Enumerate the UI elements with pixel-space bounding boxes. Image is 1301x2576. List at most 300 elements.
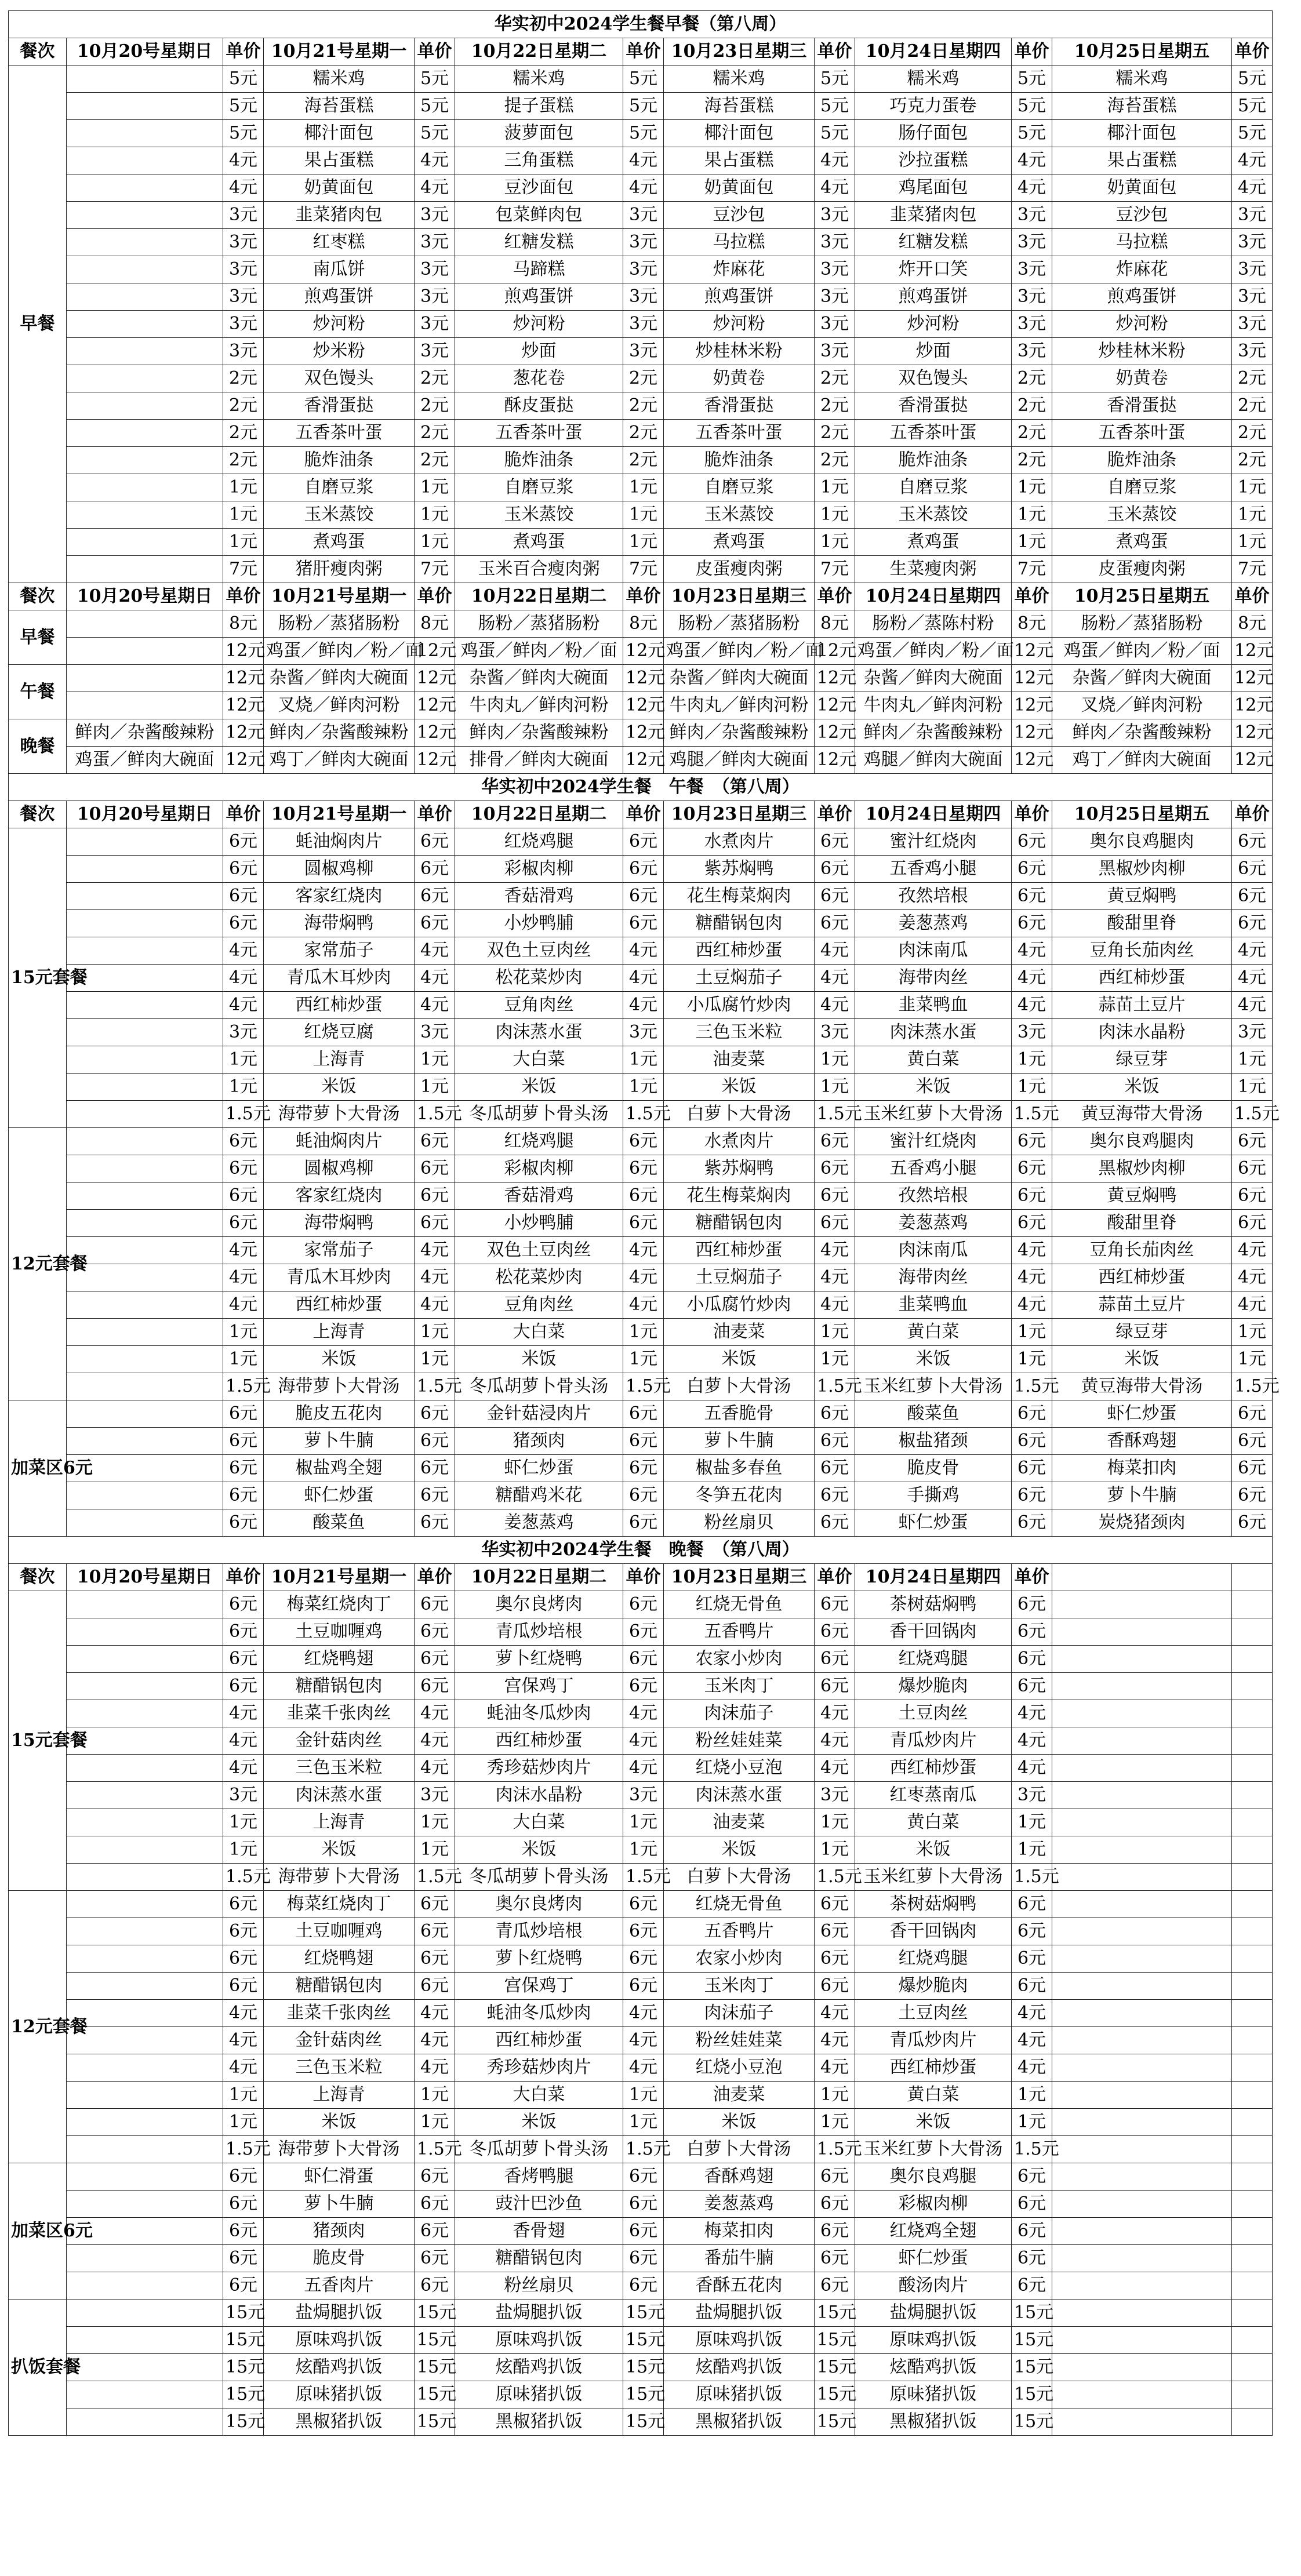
price-cell: 12元 [223,638,264,665]
dish-cell: 马拉糕 [1052,229,1232,256]
dish-cell: 豆角肉丝 [455,992,623,1019]
dish-cell: 粉丝扇贝 [664,1509,815,1537]
table-row [9,2354,1273,2381]
dish-cell: 原味猪扒饭 [664,2381,815,2408]
price-cell: 1元 [623,1346,664,1373]
dish-cell [67,610,223,638]
price-cell: 6元 [623,2272,664,2300]
dish-cell: 炸开口笑 [855,256,1012,283]
table-row [9,1183,1273,1210]
dish-cell: 虾仁炒蛋 [264,1482,415,1509]
dish-cell: 虾仁炒蛋 [1052,1400,1232,1428]
dish-cell [67,2381,223,2408]
day-column-header: 10月21号星期一 [264,1564,415,1591]
dish-cell: 香干回锅肉 [855,1618,1012,1646]
price-cell: 6元 [1232,1155,1273,1183]
dish-cell [67,1155,223,1183]
price-cell: 4元 [223,2054,264,2082]
dish-cell: 手撕鸡 [855,1482,1012,1509]
dish-cell: 蜜汁红烧肉 [855,828,1012,856]
dish-cell: 皮蛋瘦肉粥 [1052,556,1232,583]
price-cell: 5元 [223,120,264,147]
dish-cell [67,556,223,583]
price-cell: 1元 [815,1346,855,1373]
dish-cell: 黄白菜 [855,1046,1012,1074]
table-row [9,2136,1273,2163]
dish-cell: 糯米鸡 [855,66,1012,93]
price-cell: 5元 [815,120,855,147]
price-cell: 6元 [1012,1183,1052,1210]
dish-cell: 萝卜红烧鸭 [455,1646,623,1673]
dish-cell: 黑椒猪扒饭 [855,2408,1012,2436]
price-cell: 1元 [1012,1074,1052,1101]
price-cell: 15元 [815,2327,855,2354]
dish-cell: 糖醋锅包肉 [264,1973,415,2000]
price-cell: 6元 [415,1591,455,1618]
table-row [9,2054,1273,2082]
price-cell: 1.5元 [1232,1373,1273,1400]
dish-cell: 花生梅菜焖肉 [664,883,815,910]
dish-cell [1052,2300,1232,2327]
price-cell: 6元 [223,2218,264,2245]
day-column-header: 10月21号星期一 [264,583,415,610]
price-cell: 3元 [1232,202,1273,229]
table-row [9,1346,1273,1373]
price-cell: 3元 [1012,1782,1052,1809]
price-cell: 4元 [1012,174,1052,202]
dish-cell: 粉丝娃娃菜 [664,1727,815,1755]
price-cell [1232,1891,1273,1918]
price-cell: 4元 [1232,992,1273,1019]
price-cell: 3元 [223,1019,264,1046]
price-cell: 6元 [1012,1918,1052,1945]
table-row [9,1809,1273,1836]
dish-cell: 海带肉丝 [855,965,1012,992]
dish-cell: 炒河粉 [455,311,623,338]
price-cell: 5元 [623,66,664,93]
dish-cell [1052,1727,1232,1755]
dish-cell: 玉米蒸饺 [264,501,415,529]
price-cell: 4元 [623,965,664,992]
dish-cell: 梅菜红烧肉丁 [264,1891,415,1918]
price-cell: 6元 [415,1646,455,1673]
price-cell: 4元 [223,2027,264,2054]
dish-cell [67,1373,223,1400]
dish-cell [67,365,223,392]
dish-cell [1052,1973,1232,2000]
price-cell: 6元 [623,1482,664,1509]
price-column-header: 单价 [223,583,264,610]
price-cell: 6元 [623,1183,664,1210]
dish-cell [1052,2272,1232,2300]
price-cell: 1元 [815,1319,855,1346]
price-cell: 1.5元 [815,2136,855,2163]
price-cell: 3元 [223,311,264,338]
day-column-header: 10月24日星期四 [855,38,1012,66]
dish-cell [1052,2082,1232,2109]
price-cell: 6元 [623,1509,664,1537]
dish-cell: 白萝卜大骨汤 [664,1864,815,1891]
price-cell: 3元 [223,338,264,365]
table-row [9,910,1273,937]
price-cell: 6元 [815,883,855,910]
price-cell: 4元 [1232,965,1273,992]
dish-cell: 米饭 [664,1836,815,1864]
price-cell [1232,1864,1273,1891]
dish-cell: 玉米肉丁 [664,1973,815,2000]
price-cell: 4元 [223,1700,264,1727]
price-cell: 4元 [223,1755,264,1782]
price-cell: 1元 [623,1319,664,1346]
dish-cell: 米饭 [264,1836,415,1864]
dish-cell: 南瓜饼 [264,256,415,283]
price-cell: 4元 [623,2027,664,2054]
table-row [9,1646,1273,1673]
table-row [9,1046,1273,1074]
table-row [9,992,1273,1019]
table-row [9,120,1273,147]
price-column-header: 单价 [623,801,664,828]
dish-cell: 三色玉米粒 [264,2054,415,2082]
price-cell: 6元 [623,2191,664,2218]
table-row [9,338,1273,365]
price-cell: 1元 [1012,2109,1052,2136]
price-cell: 1元 [223,1046,264,1074]
price-cell: 4元 [1232,174,1273,202]
dish-cell: 炒河粉 [664,311,815,338]
price-cell: 3元 [223,256,264,283]
price-cell: 4元 [815,2054,855,2082]
price-cell: 2元 [415,420,455,447]
dish-cell: 玉米蒸饺 [455,501,623,529]
price-cell: 5元 [623,120,664,147]
dish-cell: 圆椒鸡柳 [264,1155,415,1183]
price-cell: 4元 [415,1237,455,1264]
price-cell: 8元 [223,610,264,638]
dish-cell: 肉沫水晶粉 [1052,1019,1232,1046]
price-cell: 5元 [1012,93,1052,120]
dish-cell [1052,1618,1232,1646]
price-cell: 6元 [815,1973,855,2000]
price-cell: 5元 [415,120,455,147]
dish-cell: 米饭 [664,1074,815,1101]
price-cell: 15元 [815,2381,855,2408]
price-cell: 3元 [1012,311,1052,338]
day-column-header: 10月23日星期三 [664,801,815,828]
price-cell: 15元 [415,2354,455,2381]
dish-cell: 爆炒脆肉 [855,1673,1012,1700]
dish-cell: 玉米红萝卜大骨汤 [855,1101,1012,1128]
table-row [9,1591,1273,1618]
dish-cell: 煎鸡蛋饼 [855,283,1012,311]
dish-cell [67,1237,223,1264]
price-cell: 1元 [223,1074,264,1101]
dish-cell: 原味鸡扒饭 [855,2327,1012,2354]
price-cell: 6元 [1012,1891,1052,1918]
table-row [9,747,1273,774]
dish-cell: 豆沙包 [1052,202,1232,229]
dish-cell: 宫保鸡丁 [455,1673,623,1700]
price-cell: 12元 [623,692,664,719]
table-row [9,1509,1273,1537]
dish-cell: 肉沫茄子 [664,1700,815,1727]
price-cell: 5元 [223,93,264,120]
price-cell: 12元 [1012,719,1052,747]
price-cell: 6元 [815,1618,855,1646]
price-cell: 4元 [623,2054,664,2082]
dish-cell: 鲜肉／杂酱酸辣粉 [664,719,815,747]
price-cell: 12元 [1012,638,1052,665]
meal-column-header: 餐次 [9,1564,67,1591]
header-row [9,1564,1273,1591]
price-cell: 6元 [815,1128,855,1155]
day-column-header: 10月24日星期四 [855,1564,1012,1591]
dish-cell: 小瓜腐竹炒肉 [664,992,815,1019]
price-cell: 3元 [623,338,664,365]
day-column-header: 10月21号星期一 [264,38,415,66]
price-column-header: 单价 [1012,38,1052,66]
meal-period-label: 早餐 [9,66,67,583]
dish-cell [67,1400,223,1428]
dish-cell: 大白菜 [455,1046,623,1074]
price-cell: 6元 [1232,1400,1273,1428]
dish-cell: 小炒鸭脯 [455,910,623,937]
price-cell: 3元 [223,202,264,229]
price-cell: 6元 [1012,1155,1052,1183]
price-cell: 8元 [415,610,455,638]
dish-cell: 黑椒炒肉柳 [1052,1155,1232,1183]
price-cell [1232,2082,1273,2109]
dish-cell: 虾仁炒蛋 [855,2245,1012,2272]
dish-cell: 糖醋锅包肉 [455,2245,623,2272]
header-row [9,38,1273,66]
dish-cell: 五香茶叶蛋 [664,420,815,447]
price-cell: 4元 [415,2000,455,2027]
dish-cell: 豆角长茄肉丝 [1052,937,1232,965]
price-cell: 6元 [1012,1128,1052,1155]
price-cell: 6元 [415,2218,455,2245]
dish-cell: 糯米鸡 [664,66,815,93]
price-cell: 6元 [623,1918,664,1945]
dish-cell: 煎鸡蛋饼 [664,283,815,311]
dish-cell: 米饭 [264,1074,415,1101]
meal-period-label: 午餐 [9,665,67,719]
dish-cell: 韭菜猪肉包 [264,202,415,229]
dish-cell: 酸甜里脊 [1052,1210,1232,1237]
price-cell: 12元 [415,719,455,747]
price-cell: 15元 [623,2354,664,2381]
price-cell: 6元 [415,1891,455,1918]
dish-cell: 杂酱／鲜肉大碗面 [1052,665,1232,692]
dish-cell: 萝卜牛腩 [1052,1482,1232,1509]
price-cell: 2元 [815,392,855,420]
dish-cell: 自磨豆浆 [264,474,415,501]
dish-cell: 自磨豆浆 [855,474,1012,501]
dish-cell: 韭菜鸭血 [855,992,1012,1019]
dish-cell: 鸡蛋／鲜肉／粉／面 [455,638,623,665]
dish-cell: 糖醋锅包肉 [664,1210,815,1237]
dish-cell: 炸麻花 [1052,256,1232,283]
dish-cell [67,311,223,338]
dish-cell: 叉烧／鲜肉河粉 [264,692,415,719]
table-row [9,311,1273,338]
price-cell: 4元 [1012,1264,1052,1291]
price-cell: 6元 [623,1591,664,1618]
table-row [9,1727,1273,1755]
table-row [9,2163,1273,2191]
price-cell: 12元 [623,638,664,665]
dish-cell: 黄豆焖鸭 [1052,883,1232,910]
price-cell: 4元 [1232,1264,1273,1291]
dish-cell [67,692,223,719]
dish-cell: 黄豆海带大骨汤 [1052,1101,1232,1128]
price-cell: 1元 [815,1836,855,1864]
dish-cell: 五香茶叶蛋 [1052,420,1232,447]
table-row [9,1891,1273,1918]
price-cell: 6元 [415,2272,455,2300]
table-row [9,2027,1273,2054]
price-cell: 1.5元 [1012,1373,1052,1400]
dish-cell [67,2408,223,2436]
price-cell: 4元 [815,937,855,965]
price-cell: 1元 [1012,1319,1052,1346]
dish-cell: 椰汁面包 [264,120,415,147]
dish-cell: 韭菜鸭血 [855,1291,1012,1319]
price-cell: 4元 [223,992,264,1019]
menu-title: 华实初中2024学生餐早餐（第八周） [9,11,1273,38]
price-cell: 6元 [415,883,455,910]
dish-cell: 豆角肉丝 [455,1291,623,1319]
price-cell: 3元 [623,283,664,311]
price-cell: 6元 [1012,883,1052,910]
dish-cell [67,1128,223,1155]
price-cell: 5元 [1232,93,1273,120]
dish-cell: 排骨／鲜肉大碗面 [455,747,623,774]
meal-column-header: 餐次 [9,38,67,66]
dish-cell [1052,2408,1232,2436]
dish-cell [1052,1945,1232,1973]
dish-cell [1052,2354,1232,2381]
dish-cell: 鸡丁／鲜肉大碗面 [264,747,415,774]
table-row [9,2245,1273,2272]
price-cell: 6元 [415,1400,455,1428]
dish-cell [67,120,223,147]
price-cell: 4元 [415,992,455,1019]
dish-cell [67,474,223,501]
price-cell: 6元 [415,1428,455,1455]
dish-cell: 五香茶叶蛋 [264,420,415,447]
price-cell: 1元 [1012,2082,1052,2109]
price-cell: 4元 [1012,2000,1052,2027]
dish-cell [67,665,223,692]
price-cell: 4元 [623,937,664,965]
price-cell: 4元 [223,2000,264,2027]
price-cell: 3元 [1232,338,1273,365]
price-cell: 12元 [1232,747,1273,774]
price-cell: 4元 [1232,937,1273,965]
price-cell: 4元 [1012,1291,1052,1319]
price-cell: 6元 [1012,2191,1052,2218]
price-cell: 1元 [415,501,455,529]
dish-cell: 肠仔面包 [855,120,1012,147]
day-column-header: 10月25日星期五 [1052,583,1232,610]
dish-cell [67,529,223,556]
price-cell: 6元 [815,910,855,937]
dish-cell [1052,2245,1232,2272]
dish-cell: 酸汤肉片 [855,2272,1012,2300]
dish-cell: 红烧鸡腿 [855,1945,1012,1973]
price-cell: 6元 [1012,1428,1052,1455]
dish-cell [67,965,223,992]
dish-cell: 韭菜千张肉丝 [264,1700,415,1727]
price-cell: 1元 [1232,529,1273,556]
price-cell: 6元 [815,2191,855,2218]
dish-cell: 五香鸭片 [664,1618,815,1646]
dish-cell: 孜然培根 [855,883,1012,910]
dish-cell: 豆角长茄肉丝 [1052,1237,1232,1264]
price-cell: 6元 [223,1591,264,1618]
dish-cell: 奥尔良鸡腿肉 [1052,1128,1232,1155]
price-cell: 3元 [815,311,855,338]
dish-cell: 玉米红萝卜大骨汤 [855,2136,1012,2163]
price-cell: 6元 [223,1455,264,1482]
price-cell [1232,1618,1273,1646]
price-cell: 1元 [1012,1809,1052,1836]
dish-cell: 白萝卜大骨汤 [664,1101,815,1128]
price-cell: 6元 [1012,1210,1052,1237]
table-row [9,2218,1273,2245]
price-cell: 4元 [1012,965,1052,992]
table-row [9,1945,1273,1973]
price-column-header: 单价 [623,583,664,610]
price-cell: 6元 [223,1482,264,1509]
dish-cell: 玉米蒸饺 [1052,501,1232,529]
table-row [9,1482,1273,1509]
price-cell: 12元 [1012,692,1052,719]
price-cell: 1元 [815,474,855,501]
price-cell: 5元 [1012,66,1052,93]
dish-cell: 酸菜鱼 [855,1400,1012,1428]
price-cell: 8元 [1232,610,1273,638]
dish-cell: 黄白菜 [855,1809,1012,1836]
price-cell: 15元 [415,2327,455,2354]
price-cell: 12元 [223,665,264,692]
dish-cell: 梅菜扣肉 [664,2218,815,2245]
dish-cell: 西红柿炒蛋 [1052,1264,1232,1291]
dish-cell: 鸡尾面包 [855,174,1012,202]
table-row [9,1019,1273,1046]
dish-cell: 姜葱蒸鸡 [664,2191,815,2218]
price-cell: 6元 [623,1455,664,1482]
price-cell: 6元 [223,1891,264,1918]
price-cell: 15元 [623,2408,664,2436]
dish-cell: 红烧鸡腿 [855,1646,1012,1673]
dish-cell [1052,2191,1232,2218]
dish-cell: 肠粉／蒸猪肠粉 [455,610,623,638]
price-cell: 1元 [223,474,264,501]
price-cell: 3元 [1232,311,1273,338]
price-cell: 6元 [223,1918,264,1945]
price-cell: 1元 [623,501,664,529]
dish-cell: 家常茄子 [264,1237,415,1264]
price-cell: 15元 [415,2381,455,2408]
price-cell: 6元 [1232,828,1273,856]
price-cell: 6元 [223,828,264,856]
dish-cell: 黄白菜 [855,2082,1012,2109]
dish-cell: 米饭 [264,1346,415,1373]
dish-cell: 五香脆骨 [664,1400,815,1428]
dish-cell: 青瓜木耳炒肉 [264,965,415,992]
